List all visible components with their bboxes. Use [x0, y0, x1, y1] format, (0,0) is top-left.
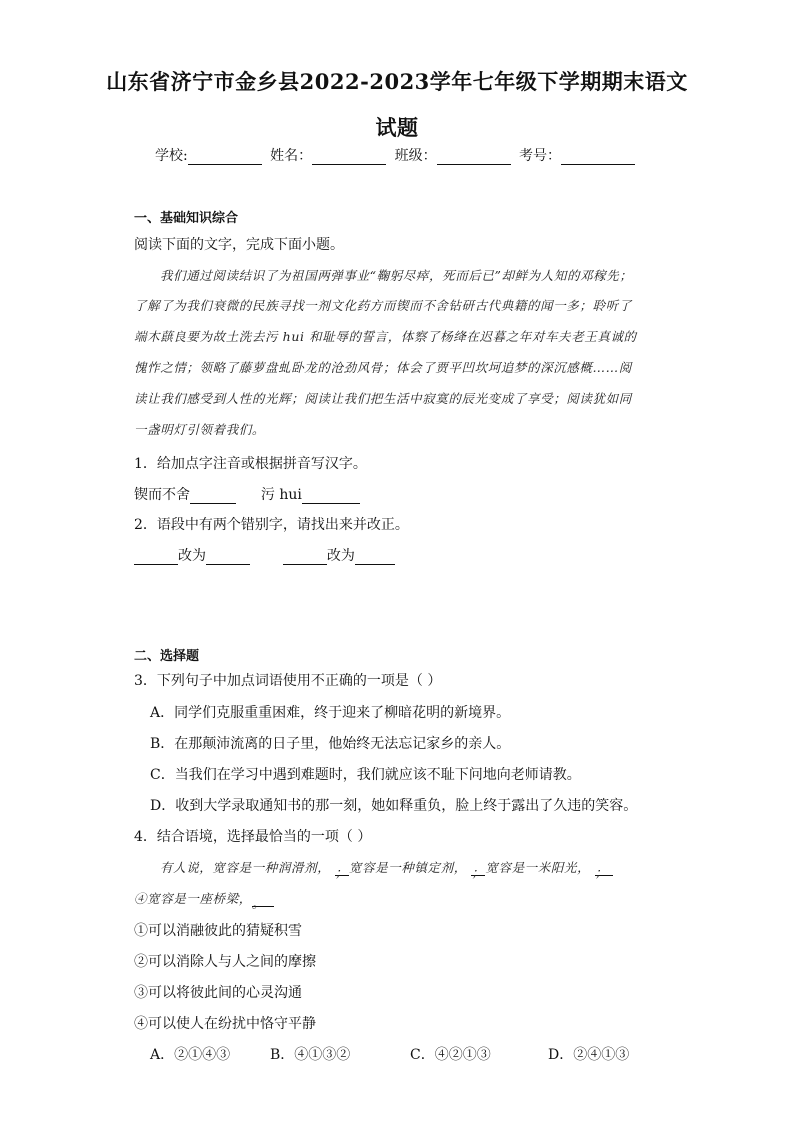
name-field[interactable] — [312, 150, 386, 165]
passage-line: 我们通过阅读结识了为祖国两弹事业“鞠躬尽瘁，死而后已”却鲜为人知的邓稼先； — [160, 268, 633, 283]
passage-line: 了解了为我们衰微的民族寻找一剂文化药方而锲而不舍钻研古代典籍的闻一多；聆听了 — [134, 298, 632, 313]
q1-item1: 锲而不舍 — [134, 487, 190, 503]
q3-stem: 3．下列句子中加点词语使用不正确的一项是（ ） — [134, 673, 442, 689]
q3-option-a[interactable]: A．同学们克服重重困难，终于迎来了柳暗花明的新境界。 — [150, 705, 511, 721]
class-field[interactable] — [437, 150, 511, 165]
exam-number-label: 考号： — [519, 148, 562, 164]
q3-option-d[interactable]: D．收到大学录取通知书的那一刻，她如释重负，脸上终于露出了久违的笑容。 — [150, 798, 638, 814]
page-title-line2: 试题 — [375, 115, 419, 140]
school-label: 学校: — [154, 148, 188, 164]
q2-stem: 2．语段中有两个错别字，请找出来并改正。 — [134, 517, 409, 533]
q2-change-label: 改为 — [178, 548, 206, 564]
q4-item: ①可以消融彼此的猜疑积雪 — [134, 923, 302, 939]
q2-change-label: 改为 — [326, 548, 355, 564]
passage-line: 愧怍之情；领略了藤萝盘虬卧龙的沧劲风骨；体会了贾平凹坎坷追梦的深沉感概……阅 — [134, 360, 632, 375]
q2-blank4[interactable] — [355, 551, 395, 565]
q2-blank3[interactable] — [283, 551, 327, 565]
q2-answers — [134, 545, 395, 565]
q4-choice-d[interactable]: D．②④①③ — [548, 1047, 630, 1063]
class-label: 班级： — [394, 148, 437, 164]
section1-heading: 一、基础知识综合 — [134, 211, 239, 226]
q1-blank2[interactable] — [302, 490, 360, 504]
q4-item: ③可以将彼此间的心灵沟通 — [134, 985, 302, 1001]
q1-item2: 污 hui — [260, 487, 302, 503]
q4-context-part: 宽容是一种镇定剂， — [348, 860, 467, 875]
school-field[interactable] — [188, 150, 262, 165]
page-title: 山东省济宁市金乡县2022-2023学年七年级下学期期末语文 — [106, 69, 688, 94]
q4-choice-a[interactable]: A．②①④③ — [150, 1047, 231, 1063]
q4-stem: 4．结合语境，选择最恰当的一项（ ） — [134, 829, 372, 845]
section2-heading: 二、选择题 — [134, 649, 200, 664]
q4-context-line1 — [160, 858, 688, 880]
q4-context-part: ④宽容是一座桥梁， — [134, 891, 252, 906]
q4-item: ②可以消除人与人之间的摩擦 — [134, 954, 316, 970]
q1-stem: 1．给加点字注音或根据拼音写汉字。 — [134, 456, 367, 472]
q2-blank2[interactable] — [206, 551, 250, 565]
q4-item: ④可以使人在纷扰中恪守平静 — [134, 1016, 316, 1032]
student-info-row — [0, 145, 794, 165]
passage-line: 读让我们感受到人性的光辉；阅读让我们把生活中寂寞的辰光变成了享受；阅读犹如同 — [134, 391, 632, 406]
q1-blank1[interactable] — [190, 490, 236, 504]
q1-answers — [134, 484, 360, 504]
section1-instruction: 阅读下面的文字，完成下面小题。 — [134, 237, 344, 253]
q4-choice-c[interactable]: C．④②①③ — [410, 1047, 491, 1063]
q3-option-c[interactable]: C．当我们在学习中遇到难题时，我们就应该不耻下问地向老师请教。 — [150, 767, 581, 783]
q2-blank1[interactable] — [134, 551, 178, 565]
q4-choice-b[interactable]: B．④①③② — [270, 1047, 351, 1063]
passage-line: 一盏明灯引领着我们。 — [134, 422, 266, 437]
q4-context-line2 — [134, 889, 662, 911]
q4-context-part: 宽容是一米阳光， — [485, 860, 591, 875]
q4-blank[interactable]: ； — [471, 865, 485, 880]
q4-blank[interactable]: 。 — [252, 894, 274, 907]
q4-context-part: 有人说，宽容是一种润滑剂， — [160, 860, 331, 875]
name-label: 姓名： — [270, 148, 313, 164]
exam-number-field[interactable] — [561, 150, 635, 165]
q3-option-b[interactable]: B．在那颠沛流离的日子里，他始终无法忘记家乡的亲人。 — [150, 736, 511, 752]
q4-blank[interactable]: ； — [595, 863, 613, 876]
passage-line: 端木蕻良要为故土洗去污 hui 和耻辱的誓言，体察了杨绛在迟暮之年对车夫老王真诚的 — [134, 329, 637, 344]
q4-blank[interactable]: ； — [334, 865, 348, 880]
